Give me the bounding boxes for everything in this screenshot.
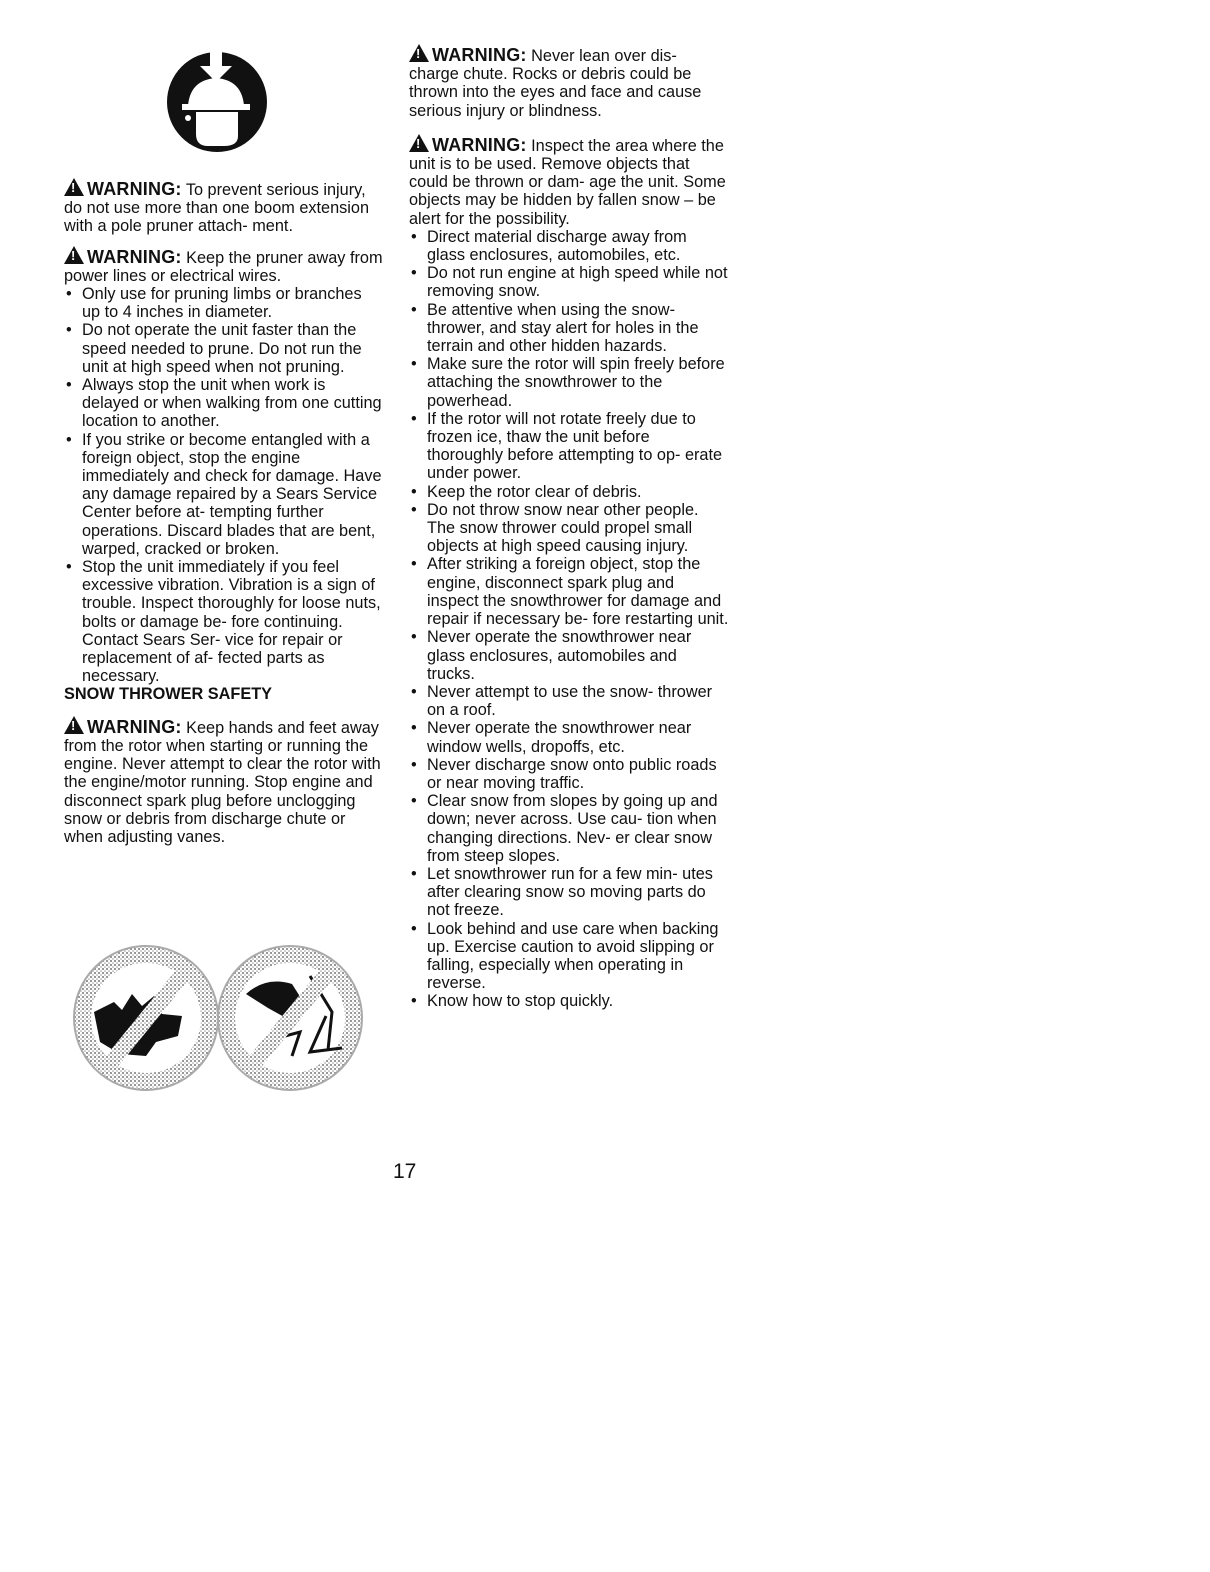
list-item: • Be attentive when using the snow- thrower, and stay alert for holes in the terrain and other hidden hazards. bbox=[409, 301, 729, 356]
list-item: • Let snowthrower run for a few min- utes after clearing snow so moving parts do not freeze. bbox=[409, 865, 729, 920]
left-column bbox=[64, 178, 384, 856]
hard-hat-icon bbox=[166, 36, 268, 160]
list-item: • Do not operate the unit faster than the speed needed to prune. Do not run the unit at high speed when not pruning. bbox=[64, 321, 384, 376]
list-item: • Never operate the snowthrower near glass enclosures, automobiles and trucks. bbox=[409, 628, 729, 683]
list-item: • If you strike or become entangled with a foreign object, stop the engine immediately and check for damage. Have any damage repaired by a Sears Service Center before at- tempting further operations. Discard blades that are bent, warped, cracked or broken. bbox=[64, 431, 384, 558]
list-item: • If the rotor will not rotate freely due to frozen ice, thaw the unit before thoroughly before attempting to op- erate under power. bbox=[409, 410, 729, 483]
warning-triangle-icon bbox=[64, 178, 84, 196]
warning-inspect-area: !WARNING: Inspect the area where the unit is to be used. Remove objects that could be thrown or dam- age the unit. Some objects may be hidden by fallen snow – be alert for the possibility. bbox=[409, 134, 729, 228]
list-item: • Make sure the rotor will spin freely before attaching the snowthrower to the powerhead. bbox=[409, 355, 729, 410]
list-item: • Never attempt to use the snow- thrower on a roof. bbox=[409, 683, 729, 719]
list-item: • Stop the unit immediately if you feel excessive vibration. Vibration is a sign of trouble. Inspect thoroughly for loose nuts, bolts or damage be- fore continuing. Contact Sears Ser- vice for repair or replacement of af- fected parts as necessary. bbox=[64, 558, 384, 685]
list-item: • Direct material discharge away from glass enclosures, automobiles, etc. bbox=[409, 228, 729, 264]
list-item: • Keep the rotor clear of debris. bbox=[409, 483, 729, 501]
warning-power-lines: !WARNING: Keep the pruner away from power lines or electrical wires. bbox=[64, 246, 384, 285]
list-item: • Only use for pruning limbs or branches up to 4 inches in diameter. bbox=[64, 285, 384, 321]
list-item: • Do not throw snow near other people. The snow thrower could propel small objects at high speed causing injury. bbox=[409, 501, 729, 556]
list-item: • Know how to stop quickly. bbox=[409, 992, 729, 1010]
list-item: • Never operate the snowthrower near window wells, dropoffs, etc. bbox=[409, 719, 729, 755]
warning-triangle-icon bbox=[64, 716, 84, 734]
warning-rotor-hands: !WARNING: Keep hands and feet away from the rotor when starting or running the engine. Never attempt to clear the rotor with the engine/motor running. Stop engine and disconnect spark plug before unclogging snow or debris from discharge chute or when adjusting vanes. bbox=[64, 716, 384, 846]
warning-boom-extension: !WARNING: To prevent serious injury, do not use more than one boom extension with a pole pruner attach- ment. bbox=[64, 178, 384, 236]
list-item: • Always stop the unit when work is delayed or when walking from one cutting location to another. bbox=[64, 376, 384, 431]
warning-triangle-icon bbox=[64, 246, 84, 264]
list-item: • Never discharge snow onto public roads or near moving traffic. bbox=[409, 756, 729, 792]
warning-discharge-chute: !WARNING: Never lean over dis- charge chute. Rocks or debris could be thrown into the eyes and face and cause serious injury or blindness. bbox=[409, 44, 729, 120]
prohibition-icon bbox=[70, 936, 374, 1096]
warning-triangle-icon bbox=[409, 44, 429, 62]
page-number: 17 bbox=[393, 1160, 417, 1183]
section-title: SNOW THROWER SAFETY bbox=[64, 685, 273, 704]
pruner-safety-list bbox=[64, 285, 384, 685]
right-column bbox=[409, 44, 729, 1011]
list-item: • Clear snow from slopes by going up and down; never across. Use cau- tion when changing directions. Nev- er clear snow from steep slopes. bbox=[409, 792, 729, 865]
list-item: • Look behind and use care when backing up. Exercise caution to avoid slipping or falling, especially when operating in reverse. bbox=[409, 920, 729, 993]
warning-triangle-icon bbox=[409, 134, 429, 152]
list-item: • Do not run engine at high speed while not removing snow. bbox=[409, 264, 729, 300]
list-item: • After striking a foreign object, stop the engine, disconnect spark plug and inspect the snowthrower for damage and repair if necessary be- fore restarting unit. bbox=[409, 555, 729, 628]
snowthrower-safety-list bbox=[409, 228, 729, 1011]
